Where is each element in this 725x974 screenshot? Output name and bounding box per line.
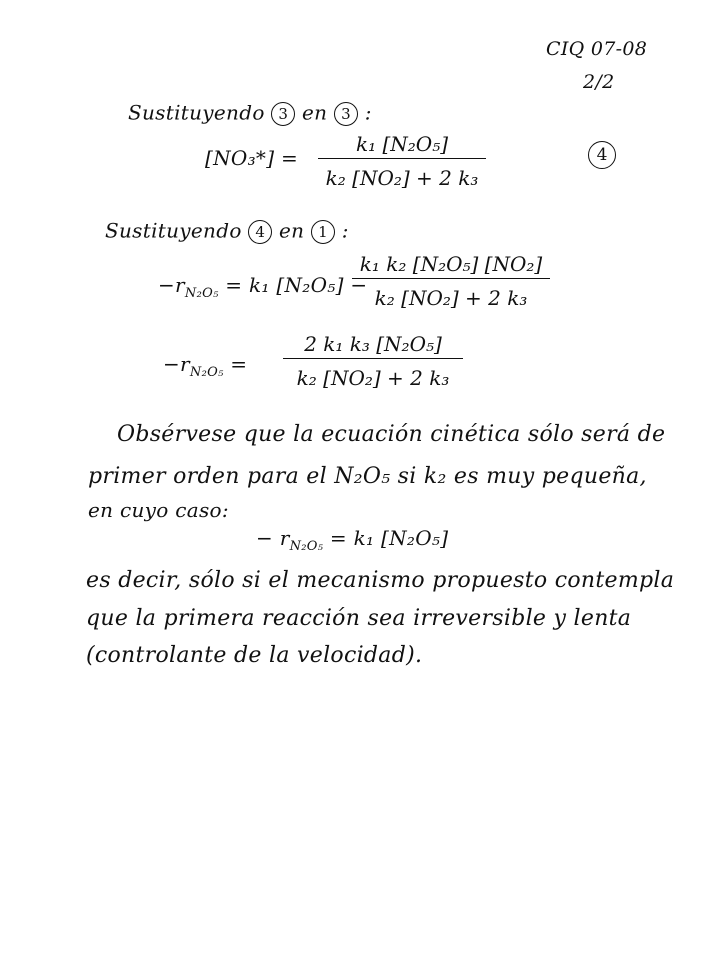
step2-eq1-numerator: k₁ k₂ [N₂O₅] [NO₂] [359, 252, 543, 276]
step1-heading [128, 102, 372, 126]
step1-text-mid: en [302, 100, 328, 125]
step2-eq1-denominator: k₂ [NO₂] + 2 k₃ [374, 286, 528, 310]
step1-fraction-bar [318, 158, 486, 159]
step1-numerator: k₁ [N₂O₅] [355, 132, 449, 156]
step1-circle-b: 3 [334, 102, 358, 126]
step2-eq2-numerator: 2 k₁ k₃ [N₂O₅] [304, 332, 442, 356]
step1-circle-a: 3 [271, 102, 295, 126]
page-number: 2/2 [583, 71, 615, 93]
step2-eq1-fraction [352, 252, 550, 312]
paragraph1-equation [256, 528, 448, 553]
course-code: CIQ 07-08 [546, 38, 648, 60]
paragraph1-line1: Obsérvese que la ecuación cinética sólo será de [117, 422, 666, 447]
step2-eq1-fraction-bar [352, 278, 550, 279]
paragraph2-line2: que la primera reacción sea irreversible y lenta [86, 606, 632, 631]
paragraph1-line2: primer orden para el N₂O₅ si k₂ es muy pequeña, [88, 464, 647, 489]
step2-heading [105, 220, 349, 244]
step1-denominator: k₂ [NO₂] + 2 k₃ [325, 166, 479, 190]
paragraph1-eq-lhs: − r [256, 526, 290, 550]
step2-eq2-fraction-bar [283, 358, 463, 359]
paragraph2-line3: (controlante de la velocidad). [86, 643, 423, 668]
step2-circle-a: 4 [248, 220, 272, 244]
step2-circle-b: 1 [311, 220, 335, 244]
step2-eq1-lhs-sub: N₂O₅ [184, 286, 219, 301]
step2-eq1-left [158, 275, 367, 300]
step2-eq1-first-term: = k₁ [N₂O₅] − [225, 273, 368, 297]
step2-text-before: Sustituyendo [105, 218, 242, 243]
paragraph2-line1: es decir, sólo si el mecanismo propuesto contempla [86, 568, 675, 593]
step2-eq1-lhs: −r [158, 273, 185, 297]
step2-colon: : [341, 218, 349, 243]
step1-eq-number: 4 [588, 141, 616, 169]
step1-text-before: Sustituyendo [128, 100, 265, 125]
step2-eq2-denominator: k₂ [NO₂] + 2 k₃ [296, 366, 450, 390]
step2-eq2-fraction [283, 332, 463, 392]
paragraph1-line3: en cuyo caso: [88, 498, 229, 522]
step2-text-mid: en [279, 218, 305, 243]
step2-eq2-left [163, 354, 247, 379]
paragraph1-eq-rhs: = k₁ [N₂O₅] [329, 526, 449, 550]
step2-eq2-lhs-sub: N₂O₅ [189, 365, 224, 380]
step2-eq2-equals: = [230, 352, 248, 376]
step1-lhs: [NO₃*] = [205, 146, 299, 170]
paragraph1-eq-lhs-sub: N₂O₅ [289, 539, 324, 554]
step1-eq-number-wrap [588, 141, 616, 169]
step2-eq2-lhs: −r [163, 352, 190, 376]
step1-colon: : [364, 100, 372, 125]
step1-fraction [318, 132, 486, 192]
